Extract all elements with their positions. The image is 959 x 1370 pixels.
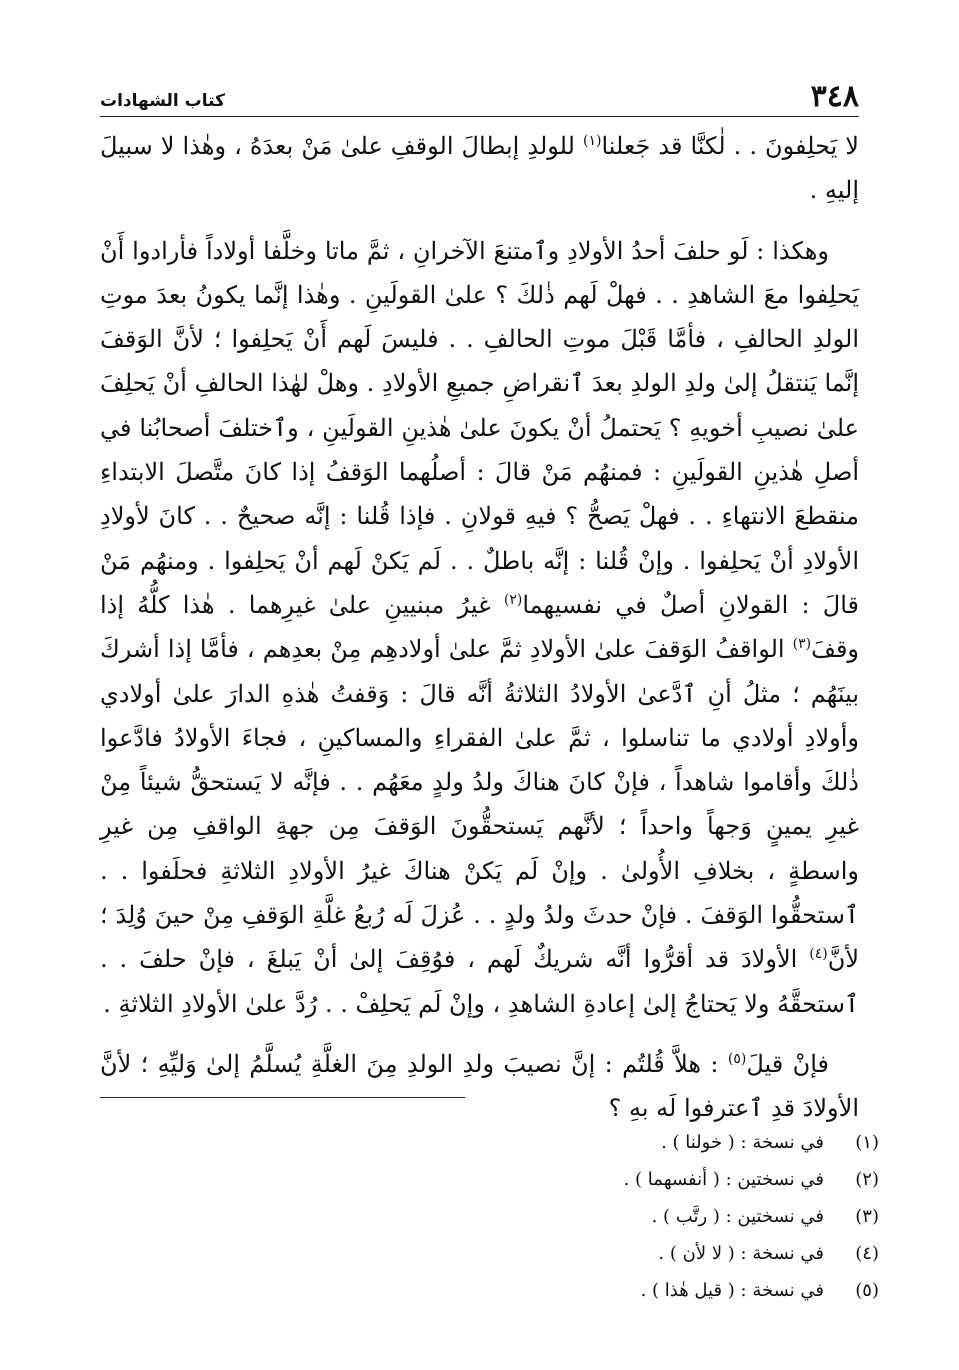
footnote-number: (٤) bbox=[855, 1243, 879, 1264]
text-run: الأولادَ قد أقرُّوا أنَّه شريكٌ لَهم ، فوُقِفَ إلىٰ أنْ يَبلغَ ، فإنْ حلفَ . . ٱستحقَّهُ ولا يَحتاجُ إلىٰ إعادةِ الشاهدِ ، وإنْ لَم يَحلِفْ . . رُدَّ علىٰ الأولادِ الثلاثةِ . bbox=[100, 945, 859, 1018]
footnote-text: في نسخة : ( خولنا ) . bbox=[661, 1132, 824, 1153]
paragraph bbox=[100, 124, 859, 213]
footnote-number: (٣) bbox=[855, 1206, 879, 1227]
footnote bbox=[100, 1235, 879, 1272]
footnote bbox=[100, 1198, 879, 1235]
text-run: وهكذا : لَو حلفَ أحدُ الأولادِ وٱمتنعَ الآخرانِ ، ثمَّ ماتا وخلَّفا أولاداً فأرادوا أَنْ يَحلِفوا معَ الشاهدِ . . فهلْ لَهم ذٰلكَ ؟ علىٰ القولَينِ . وهٰذا إنَّما يكونُ بعدَ موتِ الولدِ الحالفِ ، فأمَّا قَبْلَ موتِ الحالفِ . . فليسَ لَهم أَنْ يَحلِفوا ؛ لأنَّ الوَقفَ إنَّما يَنتقلُ إلىٰ ولدِ الولدِ بعدَ ٱنقراضِ جميعِ الأولادِ . وهلْ لهٰذا الحالفِ أنْ يَحلِفَ علىٰ نصيبِ أخويهِ ؟ يَحتملُ أنْ يكونَ علىٰ هٰذينِ القولَينِ ، وٱختلفَ أصحابُنا في أصلِ هٰذينِ القولَينِ : فمنهُم مَنْ قالَ : أصلُهما الوَقفُ إذا كانَ متَّصلَ الابتداءِ منقطعَ الانتهاءِ . . فهلْ يَصحُّ ؟ فيهِ قولانِ . فإذا قُلنا : إنَّه صحيحٌ . . كانَ لأولادِ الأولادِ أنْ يَحلِفوا . وإنْ قُلنا : إنَّه باطلٌ . . لَم يَكنْ لَهم أنْ يَحلِفوا . ومنهُم مَنْ قالَ : القولانِ أصلٌ في نفسيهما bbox=[100, 236, 859, 619]
text-run: : هلاَّ قُلتُم : إنَّ نصيبَ ولدِ الولدِ مِنَ الغلَّةِ يُسلَّمُ إلىٰ وَليِّهِ ؛ لأنَّ الأولادَ قدِ ٱعترفوا لَه بهِ ؟ bbox=[100, 1049, 859, 1123]
footnote bbox=[100, 1272, 879, 1309]
text-run: غيرُ مبنيينِ علىٰ غيرِهما . هٰذا كلُّهُ إذا وقفَ bbox=[100, 590, 859, 664]
footnote-number: (٥) bbox=[855, 1280, 879, 1301]
footnote-number: (٢) bbox=[855, 1169, 879, 1190]
footnote-text: في نسختين : ( أنفسهما ) . bbox=[623, 1169, 824, 1190]
book-title: كتاب الشهادات bbox=[100, 91, 225, 111]
paragraph bbox=[100, 229, 859, 1026]
footnote-marker: (٤) bbox=[809, 946, 828, 963]
page-header bbox=[100, 72, 859, 117]
footnote-number: (١) bbox=[855, 1132, 879, 1153]
footnote bbox=[100, 1161, 879, 1198]
text-run: فإنْ قيلَ bbox=[746, 1049, 829, 1078]
footnote-text: في نسخة : ( لا لأن ) . bbox=[658, 1243, 824, 1264]
footnote-marker: (٢) bbox=[503, 591, 523, 608]
footnote-marker: (٣) bbox=[792, 636, 812, 653]
footnote-text: في نسخة : ( قيل هٰذا ) . bbox=[640, 1280, 824, 1301]
body-text bbox=[100, 124, 859, 1131]
footnote bbox=[100, 1124, 879, 1161]
text-run: الواقفُ الوَقفَ علىٰ الأولادِ ثمَّ علىٰ أولادهِم مِنْ بعدِهم ، فأمَّا إذا أشركَ بينَهُم ؛ مثلُ أنِ ٱدَّعىٰ الأولادُ الثلاثةُ أنَّه قالَ : وَقفتُ هٰذهِ الدارَ علىٰ أولادي وأولادِ أولادي ما تناسلوا ، ثمَّ علىٰ الفقراءِ والمساكينِ ، فجاءَ الأولادُ فادَّعوا ذٰلكَ وأقاموا شاهداً ، فإنْ كانَ هناكَ ولدُ ولدٍ معَهُم . . فإنَّه لا يَستحقُّ شيئاً مِنْ غيرِ يمينٍ وَجهاً واحداً ؛ لأنَّهم يَستحقُّونَ الوَقفَ مِن جهةِ الواقفِ مِن غيرِ واسطةٍ ، بخلافِ الأُولىٰ . وإنْ لَم يَكنْ هناكَ غيرُ الأولادِ الثلاثةِ فحلَفوا . . ٱستحقُّوا الوَقفَ . فإنْ حدثَ ولدُ ولدٍ . . عُزلَ لَه رُبعُ غلَّةِ الوَقفِ مِنْ حينَ وُلِدَ ؛ لأنَّ bbox=[100, 635, 860, 974]
footnote-divider bbox=[100, 1097, 465, 1098]
page-number: ٣٤٨ bbox=[810, 79, 859, 114]
paragraph bbox=[100, 1042, 859, 1131]
text-run: لا يَحلِفونَ . . لٰكنَّا قد جَعلنا bbox=[601, 132, 859, 160]
footnote-marker: (٥) bbox=[727, 1050, 747, 1067]
text-run: للولدِ إبطالَ الوقفِ علىٰ مَنْ بعدَهُ ، وهٰذا لا سبيلَ إليهِ . bbox=[100, 132, 859, 205]
footnote-text: في نسختين : ( رتَّب ) . bbox=[651, 1206, 824, 1227]
footnotes bbox=[100, 1124, 879, 1309]
footnote-marker: (١) bbox=[582, 133, 602, 149]
